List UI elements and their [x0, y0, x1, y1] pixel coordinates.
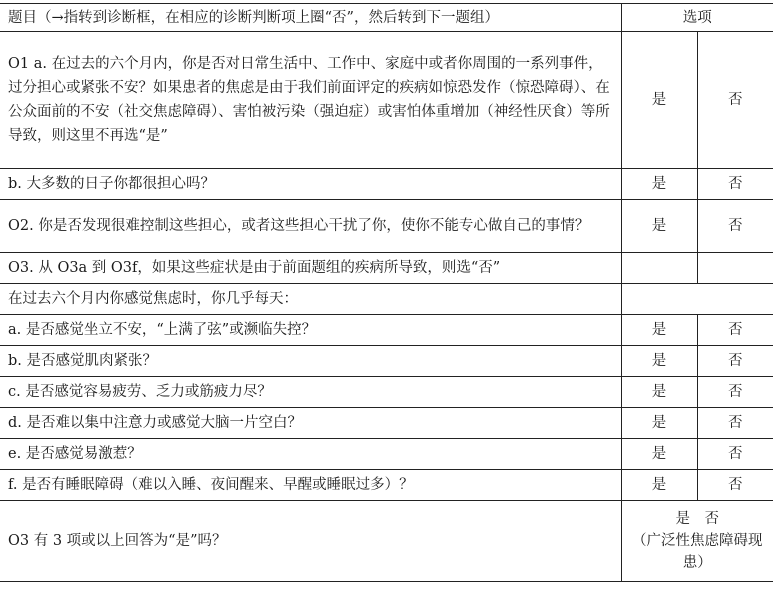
question-column-header: 题目（→指转到诊断框，在相应的诊断判断项上圈“否”，然后转到下一题组）: [0, 4, 621, 32]
table-row: [0, 200, 773, 253]
yes-option[interactable]: 是: [621, 439, 697, 470]
no-option[interactable]: 否: [697, 408, 773, 439]
table-row: [0, 315, 773, 346]
question-text: 在过去六个月内你感觉焦虑时，你几乎每天：: [0, 284, 621, 315]
yes-option[interactable]: 是: [621, 470, 697, 501]
table-row: [0, 377, 773, 408]
yes-option[interactable]: 是: [621, 377, 697, 408]
question-text: b. 是否感觉肌肉紧张？: [0, 346, 621, 377]
yes-option[interactable]: 是: [621, 408, 697, 439]
no-option[interactable]: 否: [697, 439, 773, 470]
question-text: e. 是否感觉易激惹？: [0, 439, 621, 470]
empty-option-cell: [697, 253, 773, 284]
conclusion-question: O3 有 3 项或以上回答为“是”吗？: [0, 501, 621, 582]
empty-option-cell: [621, 284, 773, 315]
table-row: [0, 346, 773, 377]
no-option[interactable]: 否: [697, 169, 773, 200]
conclusion-yes-no: 是 否: [675, 511, 719, 527]
question-text: d. 是否难以集中注意力或感觉大脑一片空白？: [0, 408, 621, 439]
header-row: [0, 4, 773, 32]
no-option[interactable]: 否: [697, 200, 773, 253]
yes-option[interactable]: 是: [621, 169, 697, 200]
no-option[interactable]: 否: [697, 346, 773, 377]
table-row: [0, 32, 773, 169]
table-row: [0, 470, 773, 501]
table-row: [0, 169, 773, 200]
table-row: [0, 253, 773, 284]
table-row: [0, 439, 773, 470]
no-option[interactable]: 否: [697, 377, 773, 408]
table-row: [0, 408, 773, 439]
table-row: [0, 284, 773, 315]
no-option[interactable]: 否: [697, 315, 773, 346]
question-text: f. 是否有睡眠障碍（难以入睡、夜间醒来、早醒或睡眠过多）？: [0, 470, 621, 501]
conclusion-answer[interactable]: [621, 501, 773, 582]
conclusion-diagnosis: （广泛性焦虑障碍现患）: [632, 533, 763, 571]
questionnaire-table: [0, 3, 773, 582]
empty-option-cell: [621, 253, 697, 284]
yes-option[interactable]: 是: [621, 200, 697, 253]
question-text: O2. 你是否发现很难控制这些担心，或者这些担心干扰了你，使你不能专心做自己的事情？: [0, 200, 621, 253]
option-column-header: 选项: [621, 4, 773, 32]
yes-option[interactable]: 是: [621, 315, 697, 346]
no-option[interactable]: 否: [697, 470, 773, 501]
no-option[interactable]: 否: [697, 32, 773, 169]
question-text: b. 大多数的日子你都很担心吗？: [0, 169, 621, 200]
yes-option[interactable]: 是: [621, 346, 697, 377]
question-text: O1 a. 在过去的六个月内，你是否对日常生活中、工作中、家庭中或者你周围的一系列事件，过分担心或紧张不安？如果患者的焦虑是由于我们前面评定的疾病如惊恐发作（惊恐障碍）、在公众面前的不安（社交焦虑障碍）、害怕被污染（强迫症）或害怕体重增加（神经性厌食）等所导致，则这里不再选“是”: [0, 32, 621, 169]
question-text: O3. 从 O3a 到 O3f，如果这些症状是由于前面题组的疾病所导致，则选“否”: [0, 253, 621, 284]
conclusion-row: [0, 501, 773, 582]
question-text: a. 是否感觉坐立不安，“上满了弦”或濒临失控？: [0, 315, 621, 346]
question-text: c. 是否感觉容易疲劳、乏力或筋疲力尽？: [0, 377, 621, 408]
yes-option[interactable]: 是: [621, 32, 697, 169]
